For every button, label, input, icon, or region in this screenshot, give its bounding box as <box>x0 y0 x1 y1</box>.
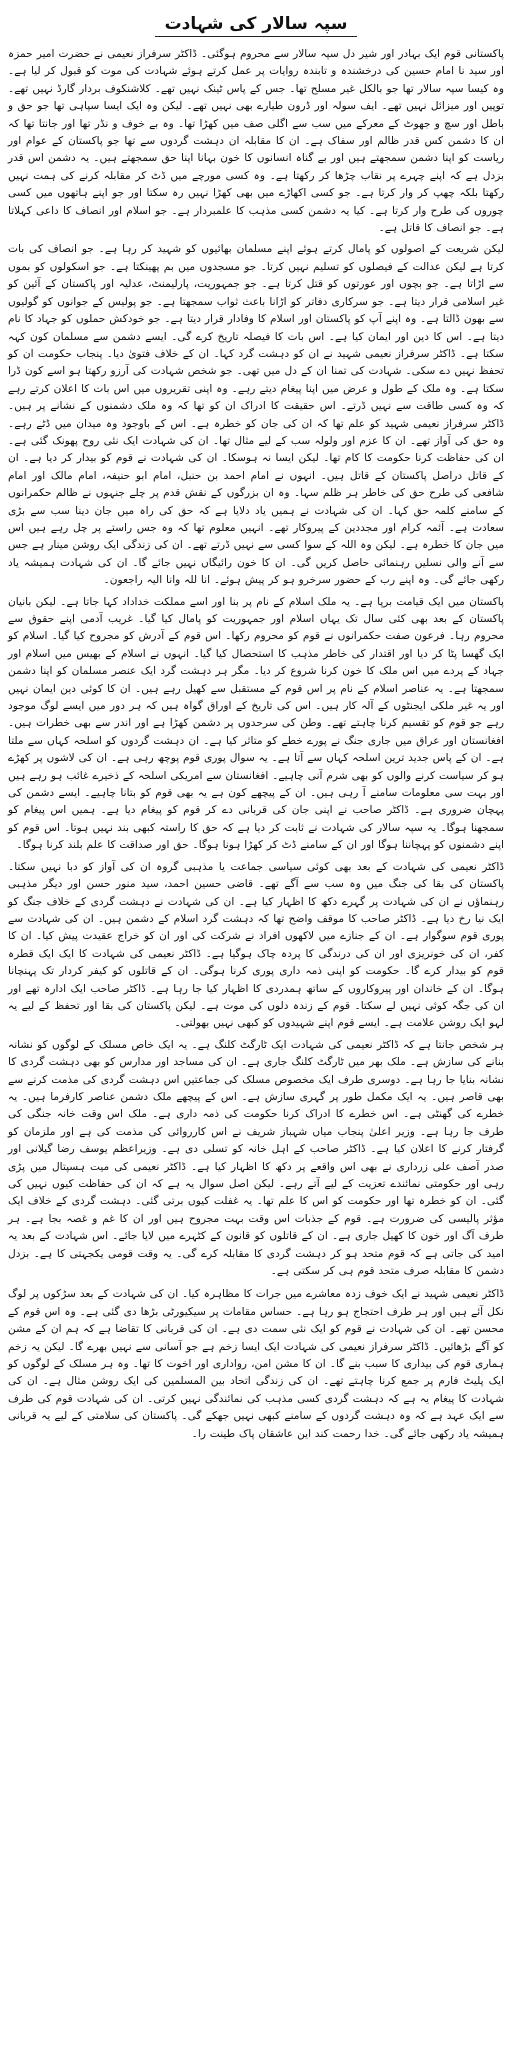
title-wrap <box>8 14 504 40</box>
article-paragraph: پاکستان میں ایک قیامت برپا ہے۔ یہ ملک اسلام کے نام پر بنا اور اسے مملکت خداداد کہا جاتا ہے۔ لیکن بانیان پاکستان کے بعد بھی کئی سال تک یہاں اسلام اور جمہوریت کو پامال کیا گیا۔ غریب آدمی اپنے حقوق سے محروم رہا۔ فرعون صفت حکمرانوں نے قوم کو محروم رکھا۔ اس قوم کے آدرش کو مجروح کیا گیا۔ اسلام کو ایک گھسا پٹا کر دیا اور اقتدار کی خاطر مذہب کا استحصال کیا گیا۔ انہوں نے اسلام کے بھیس میں اسلام اور جہاد کے پردے میں اس ملک کا خون کرنا شروع کر دیا۔ مگر ہر دہشت گرد ایک عنصر مسلمان کو اپنا دشمن سمجھتا ہے۔ یہ عناصر اسلام کے نام پر اس قوم کے مستقبل سے کھیل رہے ہیں۔ ان کا کوئی دین ایمان نہیں اور یہ غیر ملکی ایجنٹوں کے آلہ کار ہیں۔ اس کی تاریخ کے اوراق گواہ ہیں کہ ہر دور میں ایسے لوگ موجود رہے جو قوم کو تقسیم کرنا چاہتے تھے۔ وطن کی سرحدوں پر دشمن کھڑا ہے اور اندر سے بھی خطرات ہیں۔ افغانستان اور عراق میں جاری جنگ نے پورے خطے کو متاثر کیا ہے۔ ان دہشت گردوں کو اسلحہ کہاں سے ملتا ہے۔ ان کے پاس جدید ترین اسلحہ کہاں سے آتا ہے۔ یہ سوال پوری قوم پوچھ رہی ہے۔ ان کی لاشوں پر کھڑے ہو کر سیاست کرنے والوں کو بھی شرم آنی چاہیے۔ افغانستان سے امریکی اسلحہ کے ذخیرے غائب ہو رہے ہیں اور بہت سی معلومات سامنے آ رہی ہیں۔ ان کے پیچھے کون ہے یہ بھی قوم کو بتانا چاہیے۔ ایسے دشمن کی پہچان ضروری ہے۔ ڈاکٹر صاحب نے اپنی جان کی قربانی دے کر قوم کو پیغام دیا ہے۔ ہمیں اس پیغام کو سمجھنا ہوگا۔ یہ سپہ سالار کی شہادت نے ثابت کر دیا ہے کہ حق کا راستہ کبھی بند نہیں ہوتا۔ اس قوم کو اپنے دشمنوں کو پہچاننا ہوگا اور ان کے سامنے ڈٹ کر کھڑا ہونا ہوگا۔ حق اور صداقت کا علم بلند کرنا ہوگا۔ <box>8 595 504 852</box>
article-title: سپہ سالار کی شہادت <box>155 14 358 37</box>
article-paragraph: پاکستانی قوم ایک بہادر اور شیر دل سپہ سالار سے محروم ہوگئی۔ ڈاکٹر سرفراز نعیمی نے حضرت امیر حمزہ اور سید نا امام حسین کی درخشندہ و تابندہ روایات پر عمل کرتے ہوئے شہادت کی موت کو قبول کر لیا ہے۔ وہ کیسا سپہ سالار تھا جو بالکل غیر مسلح تھا۔ جس کے پاس ٹینک نہیں تھے۔ کلاشنکوف بردار گارڈ نہیں تھے۔ توپیں اور میزائل نہیں تھے۔ ایف سولہ اور ڈرون طیارے بھی نہیں تھے۔ لیکن وہ ایک ایسا سپاہی تھا جو حق و باطل اور سچ و جھوٹ کے معرکے میں سب سے اگلی صف میں کھڑا تھا۔ وہ بے خوف و نڈر تھا اور جانتا تھا کہ ان کا دشمن کس قدر ظالم اور سفاک ہے۔ ان کا مقابلہ ان دہشت گردوں سے تھا جو پاکستان کے عوام اور ریاست کو اپنا دشمن سمجھتے ہیں اور بے گناہ انسانوں کا خون بہانا اپنا حق سمجھتے ہیں۔ یہ دشمن اس قدر بزدل ہے کہ اپنے چہرے پر نقاب چڑھا کر رکھتا ہے۔ وہ کسی مورچے میں ڈٹ کر مقابلہ کرنے کی ہمت نہیں رکھتا بلکہ چھپ کر وار کرتا ہے۔ جو کسی اکھاڑے میں بھی کھڑا نہیں رہ سکتا اور جو اپنے ہاتھوں میں کسی چوروں کی طرح وار کرتا ہے۔ کیا یہ دشمن کسی مذہب کا علمبردار ہے۔ جو اسلام اور انصاف کا داعی کہلاتا ہے۔ جو انصاف کا قاتل ہے۔ <box>8 48 504 235</box>
article-paragraph: لیکن شریعت کے اصولوں کو پامال کرتے ہوئے اپنے مسلمان بھائیوں کو شہید کر رہا ہے۔ جو انصاف کی بات کرتا ہے لیکن عدالت کے فیصلوں کو تسلیم نہیں کرتا۔ جو مسجدوں میں بم پھینکتا ہے۔ جو اسکولوں کو بموں سے اڑاتا ہے۔ جو بچوں اور عورتوں کو قتل کرتا ہے۔ جو جمہوریت، پارلیمنٹ، عدلیہ اور پاکستان کے آئین کو غیر اسلامی قرار دیتا ہے۔ جو سرکاری دفاتر کو اڑانا باعث ثواب سمجھتا ہے۔ جو پولیس کے جوانوں کو گولیوں سے بھون ڈالتا ہے۔ وہ اپنے آپ کو پاکستان اور اسلام کا وفادار قرار دیتا ہے۔ جو خودکش حملوں کو جہاد کا نام دیتا ہے۔ اس کا دین اور ایمان کیا ہے۔ اس بات کا فیصلہ تاریخ کرے گی۔ ایسے دشمن سے مسلمان کون کہہ سکتا ہے۔ ڈاکٹر سرفراز نعیمی شہید نے ان کو دہشت گرد کہا۔ ان کے خلاف فتویٰ دیا۔ پنجاب حکومت ان کو تحفظ نہیں دے سکی۔ شہادت کی تمنا ان کے دل میں تھی۔ جو شخص شہادت کی آرزو رکھتا ہو اسے کون ڈرا سکتا ہے۔ وہ ملک کے طول و عرض میں اپنا پیغام دیتے رہے۔ وہ اپنی تقریروں میں اس بات کا اعلان کرتے رہے کہ وہ کسی طاقت سے نہیں ڈرتے۔ اس حقیقت کا ادراک ان کو تھا کہ وہ ملک دشمنوں کے نشانے پر ہیں۔ ڈاکٹر سرفراز نعیمی شہید کو علم تھا کہ ان کی جان کو خطرہ ہے۔ اس کے باوجود وہ میدان میں ڈٹے رہے۔ وہ حق کی آواز تھے۔ ان کا عزم اور ولولہ سب کے لیے مثال تھا۔ ان کی شہادت ایک نئی روح پھونک گئی ہے۔ ان کی حفاظت کرنا حکومت کا کام تھا۔ لیکن ایسا نہ ہوسکا۔ ان کی شہادت نے قوم کو بیدار کر دیا ہے۔ ان کے قاتل دراصل پاکستان کے قاتل ہیں۔ انہوں نے امام احمد بن حنبل، امام ابو حنیفہ، امام مالک اور امام شافعی کی طرح حق کی خاطر ہر ظلم سہا۔ وہ ان بزرگوں کے نقش قدم پر چلے جنہوں نے ظالم حکمرانوں کے سامنے کلمہ حق کہا۔ ان کی شہادت نے ہمیں یاد دلایا ہے کہ حق کی راہ میں جان دینا سب سے بڑی سعادت ہے۔ آئمہ کرام اور مجددین کے پیروکار تھے۔ انہیں معلوم تھا کہ وہ جس راستے پر چل رہے ہیں اس میں جان کا خطرہ ہے۔ لیکن وہ اللہ کے سوا کسی سے نہیں ڈرتے تھے۔ ان کی زندگی ایک روشن مینار ہے جس سے آنے والی نسلیں رہنمائی حاصل کریں گی۔ ان کا خون رائیگاں نہیں جائے گا۔ ان کی شہادت ہمیشہ یاد رکھی جائے گی۔ وہ اپنے رب کے حضور سرخرو ہو کر پیش ہوئے۔ انا للہ وانا الیہ راجعون۔ <box>8 243 504 587</box>
article-paragraph: ہر شخص جانتا ہے کہ ڈاکٹر نعیمی کی شہادت ایک ٹارگٹ کلنگ ہے۔ یہ ایک خاص مسلک کے لوگوں کو نشانہ بنانے کی سازش ہے۔ ملک بھر میں ٹارگٹ کلنگ جاری ہے۔ ان کی مساجد اور مدارس کو بھی دہشت گردی کا نشانہ بنایا جا رہا ہے۔ دوسری طرف ایک مخصوص مسلک کی جماعتیں اس دہشت گردی کی مذمت کرنے سے بھی قاصر ہیں۔ یہ ایک مکمل طور پر گہری سازش ہے۔ اس کے پیچھے ملک دشمن عناصر کارفرما ہیں۔ یہ خطرے کی گھنٹی ہے۔ اس خطرے کا ادراک کرنا حکومت کی ذمہ داری ہے۔ ملک اس وقت خانہ جنگی کی طرف جا رہا ہے۔ وزیر اعلیٰ پنجاب میاں شہباز شریف نے اس کارروائی کی مذمت کی ہے اور ملزمان کو گرفتار کرنے کا اعلان کیا ہے۔ ڈاکٹر صاحب کے اہل خانہ کو تسلی دی ہے۔ وزیراعظم یوسف رضا گیلانی اور صدر آصف علی زرداری نے بھی اس واقعے پر دکھ کا اظہار کیا ہے۔ ڈاکٹر نعیمی کی میت ہسپتال میں پڑی رہی اور حکومتی نمائندے تعزیت کے لیے آتے رہے۔ لیکن اصل سوال یہ ہے کہ ان کی حفاظت کیوں نہیں کی گئی۔ ان کو خطرہ تھا اور حکومت کو اس کا علم تھا۔ یہ غفلت کیوں برتی گئی۔ دہشت گردی کے خلاف ایک مؤثر پالیسی کی ضرورت ہے۔ قوم کے جذبات اس وقت بہت مجروح ہیں اور ان کا غم و غصہ بجا ہے۔ ہر طرف آگ اور خون کا کھیل جاری ہے۔ ان کے قاتلوں کو قانون کے کٹہرے میں لایا جائے۔ اس شہادت کے بعد یہ امید کی جاتی ہے کہ قوم متحد ہو کر دہشت گردی کا مقابلہ کرے گی۔ یہ وقت قومی یکجہتی کا ہے۔ بزدل دشمن کا مقابلہ صرف متحد قوم ہی کر سکتی ہے۔ <box>8 1038 504 1278</box>
article-paragraph: ڈاکٹر نعیمی کی شہادت کے بعد بھی کوئی سیاسی جماعت یا مذہبی گروہ ان کی آواز کو دبا نہیں سکتا۔ پاکستان کی بقا کی جنگ میں وہ سب سے آگے تھے۔ قاضی حسین احمد، سید منور حسن اور دیگر مذہبی رہنماؤں نے ان کی شہادت پر گہرے دکھ کا اظہار کیا ہے۔ ان کی شہادت نے دہشت گردی کے خلاف جنگ کو ایک نیا رخ دیا ہے۔ ڈاکٹر صاحب کا موقف واضح تھا کہ دہشت گرد اسلام کے دشمن ہیں۔ ان کی شہادت سے پوری قوم سوگوار ہے۔ ان کے جنازے میں لاکھوں افراد نے شرکت کی اور ان کو خراج عقیدت پیش کیا۔ ان کا کفر، ان کی خونریزی اور ان کی درندگی کا پردہ چاک ہوگیا ہے۔ ڈاکٹر نعیمی کی شہادت کا ایک ایک قطرہ قوم کو بیدار کرے گا۔ حکومت کو اپنی ذمہ داری پوری کرنا ہوگی۔ ان کے قاتلوں کو کیفر کردار تک پہنچانا ہوگا۔ ان کے خاندان اور پیروکاروں کے ساتھ ہمدردی کا اظہار کیا جا رہا ہے۔ ڈاکٹر صاحب ایک ادارہ تھے اور ان کی جگہ کوئی نہیں لے سکتا۔ قوم کے زندہ دلوں کی موت ہے۔ لیکن پاکستان کی بقا اور تحفظ کے لیے یہ لہو ایک روشن علامت ہے۔ ایسے قوم اپنے شہیدوں کو کبھی نہیں بھولتی۔ <box>8 860 504 1030</box>
article-paragraph: ڈاکٹر نعیمی شہید نے ایک خوف زدہ معاشرے میں جرات کا مظاہرہ کیا۔ ان کی شہادت کے بعد سڑکوں پر لوگ نکل آئے ہیں اور ہر طرف احتجاج ہو رہا ہے۔ حساس مقامات پر سیکیورٹی بڑھا دی گئی ہے۔ وہ اس قوم کے محسن تھے۔ ان کی شہادت نے قوم کو ایک نئی سمت دی ہے۔ ان کی قربانی کا تقاضا ہے کہ ہم ان کے مشن کو آگے بڑھائیں۔ ڈاکٹر سرفراز نعیمی کی شہادت ایک ایسا زخم ہے جو آسانی سے نہیں بھرے گا۔ لیکن یہ زخم ہماری قوم کی بیداری کا سبب بنے گا۔ ان کا مشن امن، رواداری اور اخوت کا تھا۔ وہ ہر مسلک کے لوگوں کو ایک پلیٹ فارم پر جمع کرنا چاہتے تھے۔ ان کی زندگی اتحاد بین المسلمین کی ایک روشن مثال ہے۔ ان کی شہادت کا پیغام یہ ہے کہ دہشت گردی کسی مذہب کی نمائندگی نہیں کرتی۔ ان کی شہادت قوم کی طرف سے ایک عہد ہے کہ وہ دہشت گردوں کے سامنے کبھی نہیں جھکے گی۔ پاکستان کی سلامتی کے لیے یہ قربانی ہمیشہ یاد رکھی جائے گی۔ خدا رحمت کند این عاشقان پاک طینت را۔ <box>8 1288 504 1440</box>
article-body <box>8 46 504 1443</box>
